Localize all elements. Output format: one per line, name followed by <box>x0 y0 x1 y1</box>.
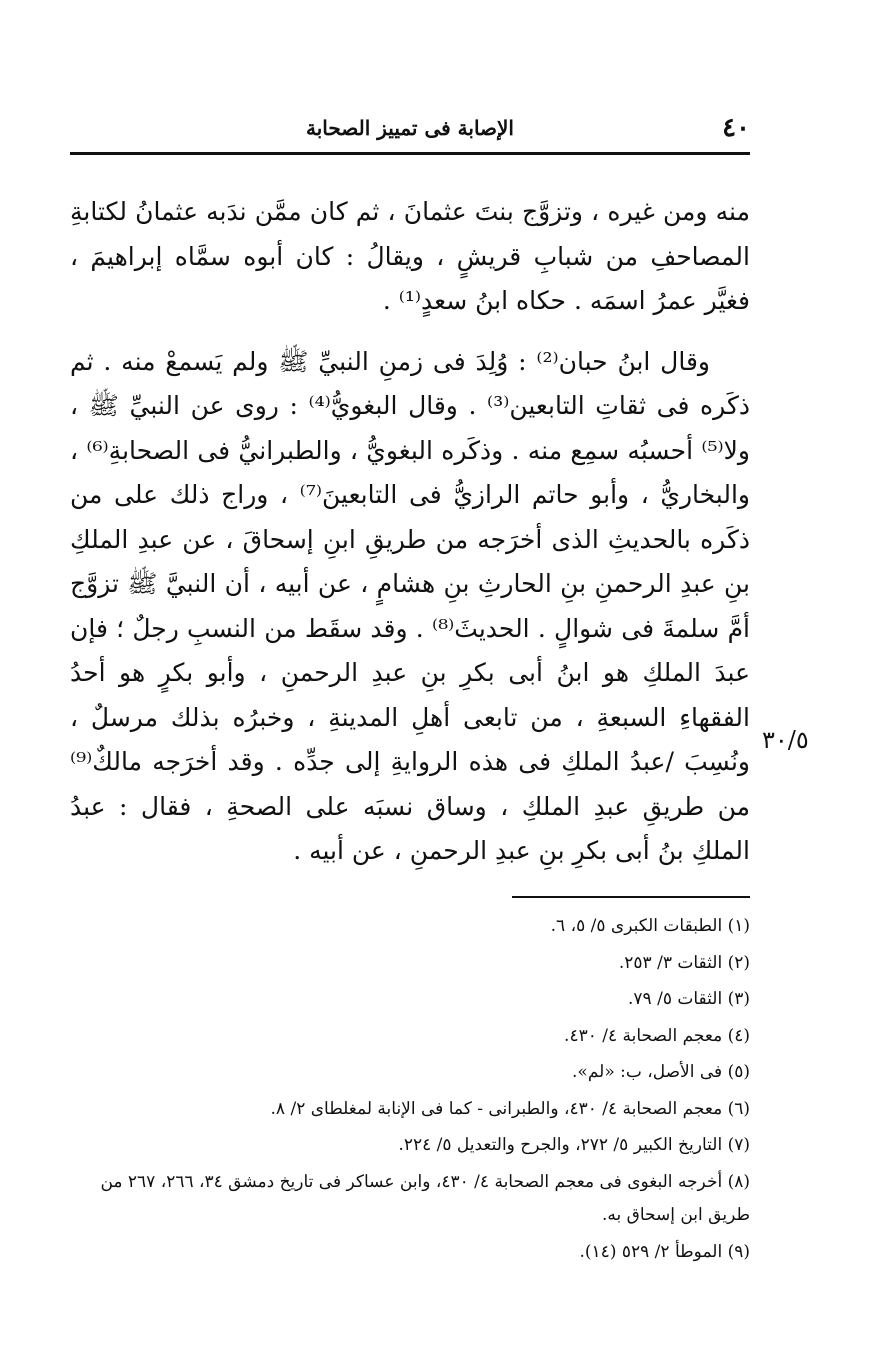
footnote-9: (٩) الموطأ ٢/ ٥٢٩ (١٤). <box>579 1241 750 1262</box>
footnote-2: (٢) الثقات ٣/ ٢٥٣. <box>618 952 750 973</box>
footnote-5: (٥) فى الأصل، ب: «لم». <box>572 1062 750 1082</box>
footnote-rule <box>512 896 750 898</box>
footnote-6: (٦) معجم الصحابة ٤/ ٤٣٠، والطبرانى - كما فى الإنابة لمغلطاى ٢/ ٨. <box>270 1098 750 1119</box>
header-rule <box>70 152 750 155</box>
page-header <box>70 112 750 148</box>
footnotes <box>70 908 750 1270</box>
page-number: ٤٠ <box>722 113 750 143</box>
footnote-4: (٤) معجم الصحابة ٤/ ٤٣٠. <box>564 1025 750 1046</box>
body-text <box>70 190 750 874</box>
footnote-7: (٧) التاريخ الكبير ٥/ ٢٧٢، والجرح والتعديل ٥/ ٢٢٤. <box>398 1135 750 1155</box>
paragraph-2: وقال ابنُ حبان⁽²⁾ : وُلِدَ فى زمنِ النبيِّ ﷺ ولم يَسمعْ منه . ثم ذكَره فى ثقاتِ التابعين⁽³⁾ . وقال البغويُّ⁽⁴⁾ : روى عن النبيِّ ﷺ ، ولا⁽⁵⁾ أحسبُه سمِع منه . وذكَره البغويُّ ، والطبرانيُّ فى الصحابةِ⁽⁶⁾ ، والبخاريُّ ، وأبو حاتم الرازيُّ فى التابعينَ⁽⁷⁾ ، وراج ذلك على من ذكَره بالحديثِ الذى أخرَجه من طريقِ ابنِ إسحاقَ ، عن عبدِ الملكِ بنِ عبدِ الرحمنِ بنِ الحارثِ بنِ هشامٍ ، عن أبيه ، أن النبيَّ ﷺ تزوَّج أمَّ سلمةَ فى شوالٍ . الحديثَ⁽⁸⁾ . وقد سقَط من النسبِ رجلٌ ؛ فإن عبدَ الملكِ هو ابنُ أبى بكرِ بنِ عبدِ الرحمنِ ، وأبو بكرٍ هو أحدُ الفقهاءِ السبعةِ ، من تابعى أهلِ المدينةِ ، وخبرُه بذلك مرسلٌ ، ونُسِبَ /عبدُ الملكِ فى هذه الروايةِ إلى جدِّه . وقد أخرَجه مالكٌ⁽⁹⁾ من طريقِ عبدِ الملكِ ، وساق نسبَه على الصحةِ ، فقال : عبدُ الملكِ بنُ أبى بكرِ بنِ عبدِ الرحمنِ ، عن أبيه . <box>70 346 751 865</box>
footnote-1: (١) الطبقات الكبرى ٥/ ٥، ٦. <box>550 916 750 936</box>
footnote-8: (٨) أخرجه البغوى فى معجم الصحابة ٤/ ٤٣٠، وابن عساكر فى تاريخ دمشق ٣٤، ٢٦٦، ٢٦٧ من طريق ابن إسحاق به. <box>100 1171 750 1225</box>
footnote-3: (٣) الثقات ٥/ ٧٩. <box>628 989 750 1009</box>
running-title: الإصابة فى تمييز الصحابة <box>306 116 514 140</box>
paragraph-1: منه ومن غيره ، وتزوَّج بنتَ عثمانَ ، ثم كان ممَّن ندَبه عثمانُ لكتابةِ المصاحفِ من شبابِ قريشٍ ، ويقالُ : كان أبوه سمَّاه إبراهيمَ ، فغيَّر عمرُ اسمَه . حكاه ابنُ سعدٍ⁽¹⁾ . <box>70 197 750 315</box>
margin-note: ٣٠/٥ <box>762 726 809 754</box>
